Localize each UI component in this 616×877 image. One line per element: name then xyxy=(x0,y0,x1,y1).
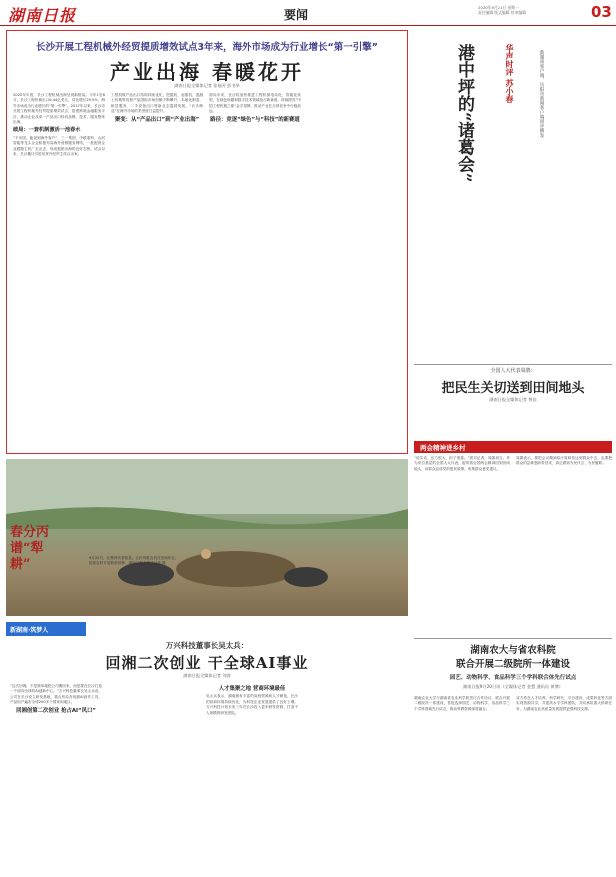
issue-date: 2020年9月21日 星期一 xyxy=(478,5,519,10)
ai-kicker: 万兴科技董事长吴太兵： xyxy=(165,641,249,650)
ai-subheading: 回湘创第二次创业 抢占AI“风口” xyxy=(16,707,96,714)
lead-column-2 xyxy=(111,93,203,449)
divider xyxy=(414,638,612,639)
ai-column-3 xyxy=(206,684,298,872)
ai-paragraph: “这次回湘，不是简单地把公司搬回来，而是要在长沙打造一个面向全球的AI创新中心。”万兴科技董事长吴太兵说。公司在长沙设立研发基地，重点布局音视频AI创作工具，产品用户遍布全球200多个国家和地区。 xyxy=(10,684,102,705)
university-article xyxy=(414,640,612,875)
uni-subheadline: 园艺、动物科学、食品科学三个学科联合体先行试点 xyxy=(449,675,577,681)
lead-paragraph: 工程机械产品出口结构持续优化，挖掘机、起重机、混凝土机械等优势产品国际市场份额不断攀升，本地化制造、租赁服务、二手设备出口等新业态蓬勃发展，“长沙制造”在海外市场的美誉度日益提升。 xyxy=(111,93,203,114)
lead-article xyxy=(6,30,408,454)
lead-headline: 产业出海 春暖花开 xyxy=(110,60,304,84)
photo-caption: 9月20日，在株洲市茶陵县，农民驾驶农机在田间作业，抢抓农时开展秋收秋种。湖南日报全媒体记者 摄 xyxy=(89,556,179,565)
uni-byline: 湖南日报9月20日讯（全媒体记者 金慧 通讯员 黄博） xyxy=(463,684,563,689)
npc-kicker: 全国人大代表周鹃： xyxy=(490,368,536,374)
lead-paragraph: “不出国，能见到海外客户”，三一集团、中联重科、山河智能等龙头企业积极布局海外营销服务网络，一批配套企业跟随主机厂走出去，形成抱团出海的良好态势。试点以来，长沙累计引进培育外经贸主体百余家。 xyxy=(13,135,105,157)
photo-scene-illustration xyxy=(6,459,408,616)
ai-column-1 xyxy=(10,684,102,872)
uni-column-1 xyxy=(414,696,510,872)
lead-subheading: 聚变：从“产品出口”到“产业出海” xyxy=(114,116,200,123)
lead-paragraph: 面向未来，长沙将加快推进工程机械电动化、智能化转型，在绿色低碳和数字技术领域抢占新赛道，持续擦亮“中国工程机械之都”金字招牌，推动产业在全球竞争中行稳致远。 xyxy=(209,93,301,114)
lead-subheading: 路径：竞逐“绿色”与“科技”的新赛道 xyxy=(210,116,300,123)
lead-column-1 xyxy=(13,93,105,449)
uni-paragraph: 湖南农业大学与湖南省农业科学院签订合作协议，联合开展二级院所一体建设，首批选择园艺、动物科学、食品科学三个学科领域先行试点，推动科教资源深度融合。 xyxy=(414,696,510,711)
column-brand-badge: 新湖南·筑梦人 xyxy=(6,622,86,636)
commentary-sidenote: 新湖南客户端、岳阳市新闻客户端同步播发 xyxy=(539,50,544,138)
lead-column-4 xyxy=(307,93,401,449)
npc-column-1 xyxy=(414,456,510,636)
npc-paragraph: “说实话，压力很大，担子很重。”面对记者，周鹃坦言。作为来自基层的全国人大代表，她带着全国两会精神回到田间地头，向群众宣讲党的惠民政策，收集群众意见建议。 xyxy=(414,456,510,471)
lead-subheading: 破局：一套机制激活一池春水 xyxy=(13,127,81,134)
commentary-column xyxy=(552,44,610,359)
ai-headline: 回湘二次创业 干全球AI事业 xyxy=(105,654,309,672)
uni-headline: 湖南农大与省农科院 联合开展二级院所一体建设 xyxy=(455,645,570,670)
ai-column-2 xyxy=(108,684,200,872)
lead-byline: 湖南日报全媒体记者 张福芳 彭书华 xyxy=(174,83,240,88)
npc-paragraph: 周鹃表示，要把会议精神原汁原味传达到群众中去，也要把群众的急难愁盼带回来，真正做到为民代言、为民履职。 xyxy=(516,456,612,466)
lead-paragraph: 2020年年底，长沙工程机械出海呈现新格局。今年1至8月，长沙工程机械出口6.44亿美元，同比增长29.5%，海外市场成为行业增长的“第一引擎”。2017年以来，长沙市开展工程机械外经贸提质增效试点，搭建跨境金融服务平台，推动企业从单一产品出口转向品牌、技术、服务整体出海。 xyxy=(13,93,105,125)
npc-headline: 把民生关切送到田间地头 xyxy=(441,381,585,396)
commentary-body xyxy=(414,214,544,359)
page-number: 03 xyxy=(591,3,612,21)
ai-article xyxy=(6,620,408,875)
commentary-headline: 港中坪的“诸葛会” xyxy=(454,44,474,183)
news-photo xyxy=(6,459,408,616)
editor-line: 责任编辑 版式编辑 检审编辑 xyxy=(478,10,526,15)
ai-paragraph: 吴太兵表示，湖南拥有丰富的高校资源和人才储备，长沙的营商环境持续优化，为科技企业发展提供了良好土壤。万兴科技计划未来三年在长沙投入更多研发资源，打造千人规模的研发团队。 xyxy=(206,694,298,715)
commentary-kicker: 华声时评 苏小春 xyxy=(505,44,514,103)
commentary-article xyxy=(414,30,612,363)
lead-column-3 xyxy=(209,93,301,449)
uni-paragraph: 双方将在人才培养、科学研究、平台建设、成果转化等方面实现资源共享，共建高水平学科团队，共同承担重大科研任务，为湖南农业高质量发展提供更强科技支撑。 xyxy=(516,696,612,711)
section-banner: 两会精神进乡村 xyxy=(414,441,612,453)
photo-title: 春分丙谱“犁耕” xyxy=(10,525,50,572)
ai-subheading: 人才集聚之地 营商环境最佳 xyxy=(218,686,286,692)
npc-column-2 xyxy=(516,456,612,636)
npc-byline: 湖南日报全媒体记者 曾佳 xyxy=(489,397,537,402)
lead-kicker: 长沙开展工程机械外经贸提质增效试点3年来，海外市场成为行业增长“第一引擎” xyxy=(35,42,379,53)
masthead xyxy=(0,0,616,26)
uni-column-2 xyxy=(516,696,612,872)
issue-meta xyxy=(478,5,526,15)
newspaper-logo: 湖南日报 xyxy=(8,6,77,25)
ai-byline: 湖南日报全媒体记者 刘涛 xyxy=(183,673,231,678)
section-title: 要闻 xyxy=(284,8,309,22)
ai-column-4 xyxy=(304,684,404,872)
